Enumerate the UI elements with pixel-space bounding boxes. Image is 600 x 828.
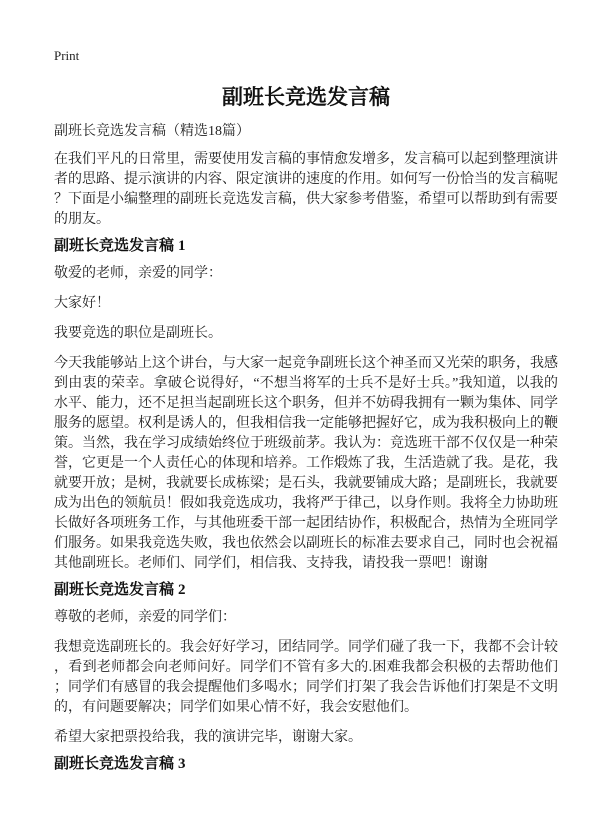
section-2-heading [54, 582, 558, 598]
section-1-body: 今天我能够站上这个讲台，与大家一起竞争副班长这个神圣而又光荣的职务，我感到由衷的荣幸。拿破仑说得好，“不想当将军的士兵不是好士兵。”我知道，以我的水平、能力，还不足担当起副班长这个职务，但并不妨碍我拥有一颗为集体、同学服务的愿望。权利是诱人的，但我相信我一定能够把握好它，成为我积极向上的鞭策。当然，我在学习成绩始终位于班级前茅。我认为：竞选班干部不仅仅是一种荣誉，它更是一个人责任心的体现和培养。工作煅炼了我，生活造就了我。是花，我就要开放；是树，我就要长成栋梁；是石头，我就要铺成大路；是副班长，我就要成为出色的领航员！假如我竞选成功，我将严于律己，以身作则。我将全力协助班长做好各项班务工作，与其他班委干部一起团结协作，积极配合，热情为全班同学们服务。如果我竞选失败，我也依然会以副班长的标准去要求自己，同时也会祝福其他副班长。老师们、同学们，相信我、支持我，请投我一票吧！谢谢 [54, 356, 558, 571]
intro-paragraph: 在我们平凡的日常里，需要使用发言稿的事情愈发增多，发言稿可以起到整理演讲者的思路、提示演讲的内容、限定演讲的速度的作用。如何写一份恰当的发言稿呢？下面是小编整理的副班长竞选发言稿，供大家参考借鉴，希望可以帮助到有需要的朋友。 [54, 152, 558, 227]
section-2-heading-text: 副班长竞选发言稿 [54, 582, 175, 598]
section-1-position-line: 我要竞选的职位是副班长。 [54, 326, 222, 341]
section-3-heading-number: 3 [178, 756, 186, 772]
section-1-greeting: 敬爱的老师，亲爱的同学： [54, 266, 222, 281]
section-1-heading-text: 副班长竞选发言稿 [54, 238, 175, 254]
section-2-closing: 希望大家把票投给我，我的演讲完毕，谢谢大家。 [54, 730, 362, 745]
article-subtitle: 副班长竞选发言稿（精选18篇） [54, 124, 250, 139]
section-3-heading [54, 756, 558, 772]
section-2-body: 我想竞选副班长的。我会好好学习，团结同学。同学们碰了我一下，我都不会计较，看到老师都会向老师问好。同学们不管有多大的.困难我都会积极的去帮助他们；同学们有感冒的我会提醒他们多喝水；同学们打架了我会告诉他们打架是不文明的，有问题要解决；同学们如果心情不好，我会安慰他们。 [54, 640, 558, 715]
article-title: 副班长竞选发言稿 [222, 85, 390, 109]
section-2-heading-number: 2 [178, 582, 186, 598]
section-1-hello: 大家好！ [54, 296, 110, 311]
print-link[interactable]: Print [54, 48, 80, 63]
section-1-heading [54, 238, 558, 254]
section-2-greeting: 尊敬的老师，亲爱的同学们： [54, 610, 236, 625]
section-3-heading-text: 副班长竞选发言稿 [54, 756, 175, 772]
section-1-heading-number: 1 [178, 238, 186, 254]
